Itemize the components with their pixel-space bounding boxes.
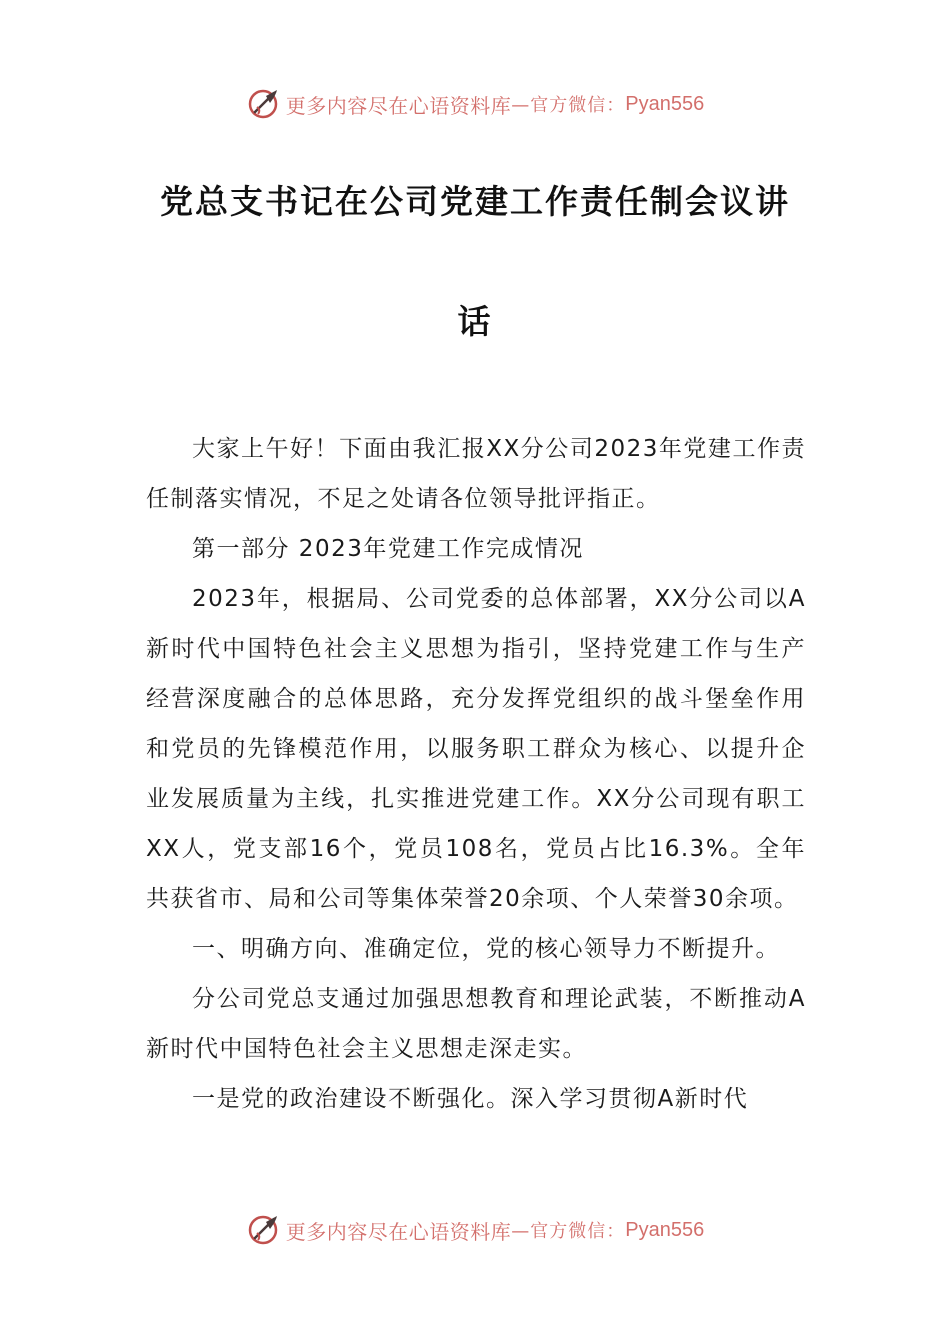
watermark-id: Pyan556 <box>625 92 705 115</box>
watermark-text: 更多内容尽在心语资料库 <box>285 1219 512 1244</box>
watermark-banner-top <box>0 82 950 126</box>
subsection-heading: 一、明确方向、准确定位，党的核心领导力不断提升。 <box>192 936 780 962</box>
document-body <box>146 424 806 1124</box>
quill-seal-icon <box>246 1212 282 1248</box>
watermark-banner-bottom <box>0 1208 950 1252</box>
document-title-line-2: 话 <box>457 302 493 341</box>
paragraph: 分公司党总支通过加强思想教育和理论武装，不断推动A新时代中国特色社会主义思想走深走实。 <box>146 986 806 1062</box>
paragraph: 一是党的政治建设不断强化。深入学习贯彻A新时代 <box>192 1086 749 1112</box>
watermark-separator: —官方微信： <box>511 95 626 116</box>
watermark-text: 更多内容尽在心语资料库 <box>285 93 512 118</box>
paragraph: 2023年，根据局、公司党委的总体部署，XX分公司以A新时代中国特色社会主义思想为指引，坚持党建工作与生产经营深度融合的总体思路，充分发挥党组织的战斗堡垒作用和党员的先锋模范作用，以服务职工群众为核心、以提升企业发展质量为主线，扎实推进党建工作。XX分公司现有职工XX人，党支部16个，党员108名，党员占比16.3%。全年共获省市、局和公司等集体荣誉20余项、个人荣誉30余项。 <box>146 586 806 912</box>
watermark-separator: —官方微信： <box>511 1221 626 1242</box>
document-title-line-1: 党总支书记在公司党建工作责任制会议讲 <box>160 182 790 221</box>
paragraph: 大家上午好！下面由我汇报XX分公司2023年党建工作责任制落实情况，不足之处请各位领导批评指正。 <box>146 436 806 512</box>
watermark-id: Pyan556 <box>625 1218 705 1241</box>
section-heading: 第一部分 2023年党建工作完成情况 <box>192 536 584 562</box>
quill-seal-icon <box>246 86 282 122</box>
